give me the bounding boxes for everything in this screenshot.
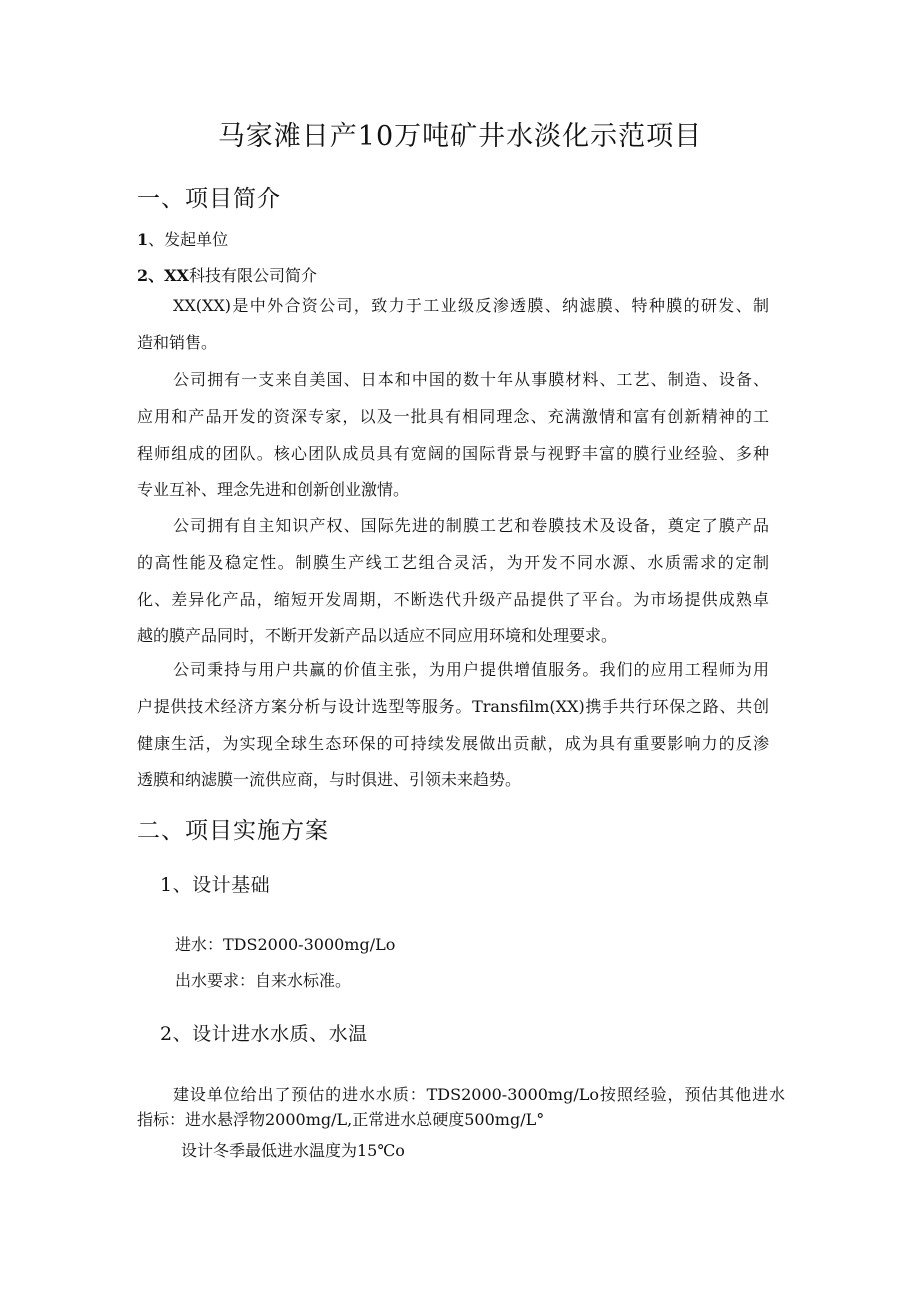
item-1-text: 、发起单位 <box>148 230 229 249</box>
paragraph-line: 透膜和纳滤膜一流供应商，与时俱进、引领未来趋势。 <box>137 770 522 790</box>
paragraph-line: 专业互补、理念先进和创新创业激情。 <box>137 480 410 500</box>
paragraph-line: 应用和产品开发的资深专家，以及一批具有相同理念、充满激情和富有创新精神的工 <box>137 406 769 426</box>
item-1-number: 1 <box>137 230 149 249</box>
paragraph-line: 造和销售。 <box>137 332 218 352</box>
paragraph-line: 程师组成的团队。核心团队成员具有宽阔的国际背景与视野丰富的膜行业经验、多种 <box>137 443 769 463</box>
intro-paragraph-3 <box>137 508 769 655</box>
section-2-heading: 二、项目实施方案 <box>137 818 329 844</box>
item-2-number: 2、XX <box>137 266 189 285</box>
paragraph-line: 化、差异化产品，缩短开发周期，不断迭代升级产品提供了平台。为市场提供成熟卓 <box>137 589 769 609</box>
document-title: 马家滩日产10万吨矿井水淡化示范项目 <box>217 121 703 152</box>
subsection-1-heading: 1、设计基础 <box>160 874 271 896</box>
paragraph-line: 公司拥有一支来自美国、日本和中国的数十年从事膜材料、工艺、制造、设备、 <box>173 370 769 389</box>
subsection-2-heading: 2、设计进水水质、水温 <box>160 1023 368 1045</box>
water-quality-paragraph <box>137 1082 785 1132</box>
paragraph-line: 公司拥有自主知识产权、国际先进的制膜工艺和卷膜技术及设备，奠定了膜产品 <box>173 516 769 535</box>
paragraph-line: 指标：进水悬浮物2000mg/L,正常进水总硬度500mg/L° <box>137 1110 545 1129</box>
intro-paragraph-1 <box>137 288 769 362</box>
paragraph-line: 户提供技术经济方案分析与设计选型等服务。Transfilm(XX)携手共行环保之路、共创 <box>137 696 769 716</box>
inflow-tds-line: 进水：TDS2000-3000mg/Lo <box>175 935 396 954</box>
paragraph-line: XX(XX)是中外合资公司，致力于工业级反渗透膜、纳滤膜、特种膜的研发、制 <box>173 296 769 315</box>
intro-paragraph-4 <box>137 652 769 799</box>
winter-temperature-line: 设计冬季最低进水温度为15℃o <box>181 1141 405 1160</box>
paragraph-line: 的高性能及稳定性。制膜生产线工艺组合灵活，为开发不同水源、水质需求的定制 <box>137 552 769 572</box>
paragraph-line: 健康生活，为实现全球生态环保的可持续发展做出贡献，成为具有重要影响力的反渗 <box>137 733 769 753</box>
paragraph-line: 越的膜产品同时，不断开发新产品以适应不同应用环境和处理要求。 <box>137 626 618 646</box>
section-1-heading: 一、项目简介 <box>137 186 281 212</box>
item-1 <box>137 227 228 250</box>
outflow-requirement-line: 出水要求：自来水标准。 <box>175 971 352 990</box>
paragraph-line: 公司秉持与用户共赢的价值主张，为用户提供增值服务。我们的应用工程师为用 <box>173 660 769 679</box>
intro-paragraph-2 <box>137 362 769 509</box>
item-2 <box>137 263 317 286</box>
paragraph-line: 建设单位给出了预估的进水水质：TDS2000-3000mg/Lo按照经验，预估其他进水 <box>173 1085 785 1104</box>
item-2-text: 科技有限公司简介 <box>188 266 317 285</box>
